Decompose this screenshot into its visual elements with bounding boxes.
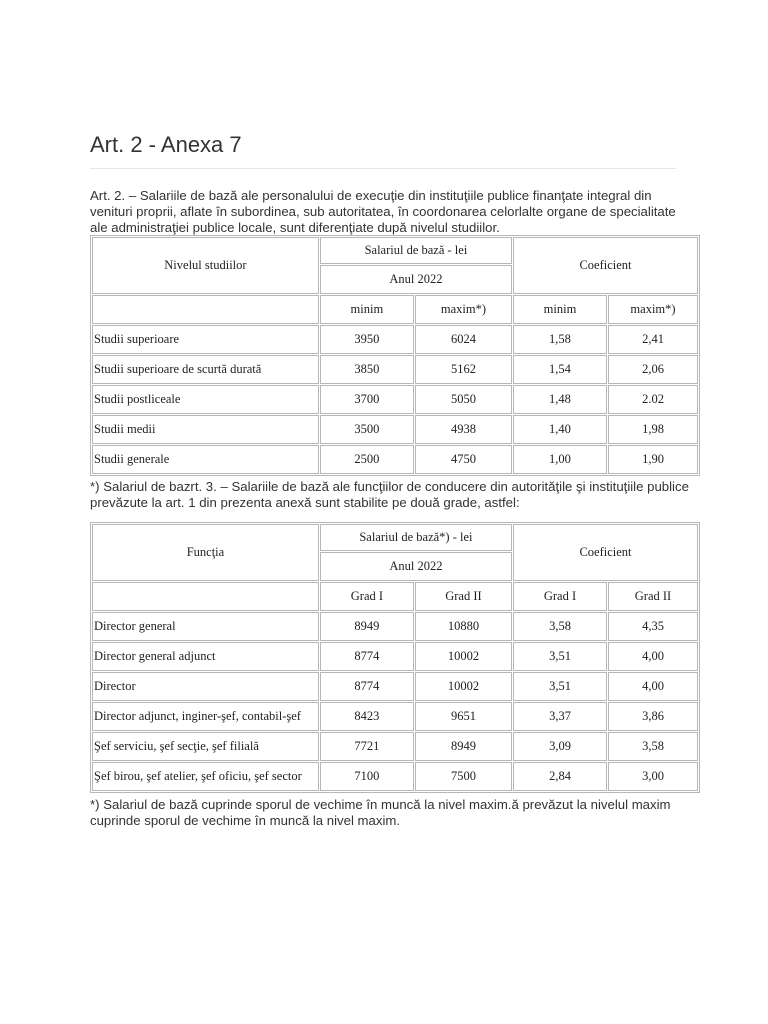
salary-table-studies (90, 235, 700, 476)
row-label: Studii generale (92, 445, 319, 474)
table-row (92, 612, 698, 641)
row-label: Director (92, 672, 319, 701)
empty-cell (92, 295, 319, 324)
cell-value: 3950 (320, 325, 414, 354)
column-header-level: Nivelul studiilor (92, 237, 319, 294)
table-row (92, 445, 698, 474)
cell-value: 5050 (415, 385, 512, 414)
row-label: Studii superioare (92, 325, 319, 354)
salary-table-management (90, 522, 700, 793)
subheader-cell: Grad I (320, 582, 414, 611)
table-row (92, 702, 698, 731)
table-row (92, 355, 698, 384)
cell-value: 4938 (415, 415, 512, 444)
row-label: Studii postliceale (92, 385, 319, 414)
cell-value: 2500 (320, 445, 414, 474)
cell-value: 10002 (415, 672, 512, 701)
cell-value: 3700 (320, 385, 414, 414)
cell-value: 8774 (320, 672, 414, 701)
row-label: Director general adjunct (92, 642, 319, 671)
subheader-cell: minim (320, 295, 414, 324)
subheader-cell: Grad II (415, 582, 512, 611)
row-label: Studii superioare de scurtă durată (92, 355, 319, 384)
cell-value: 5162 (415, 355, 512, 384)
subheader-cell: maxim*) (608, 295, 698, 324)
cell-value: 3,58 (513, 612, 607, 641)
column-header-salary: Salariul de bază - lei (320, 237, 512, 264)
row-label: Şef serviciu, şef secţie, şef filială (92, 732, 319, 761)
table-header-row (92, 524, 698, 551)
table-row (92, 672, 698, 701)
intro-paragraph: Art. 2. – Salariile de bază ale personalului de execuţie din instituţiile publice finanţate integral din venituri proprii, aflate în subordinea, sub autoritatea, în coordonarea celorlalte organe de specialitate ale administraţiei publice locale, sunt diferenţiate după nivelul studiilor. (90, 188, 676, 235)
table-header-row (92, 237, 698, 264)
subheader-cell: minim (513, 295, 607, 324)
cell-value: 1,58 (513, 325, 607, 354)
table-row (92, 325, 698, 354)
table-row (92, 642, 698, 671)
cell-value: 1,48 (513, 385, 607, 414)
row-label: Director adjunct, inginer-şef, contabil-şef (92, 702, 319, 731)
cell-value: 7100 (320, 762, 414, 791)
table-row (92, 732, 698, 761)
column-header-coefficient: Coeficient (513, 237, 698, 294)
cell-value: 7721 (320, 732, 414, 761)
table-row (92, 762, 698, 791)
cell-value: 3,51 (513, 672, 607, 701)
cell-value: 4,00 (608, 642, 698, 671)
table-row (92, 415, 698, 444)
cell-value: 3,86 (608, 702, 698, 731)
cell-value: 3,09 (513, 732, 607, 761)
cell-value: 1,54 (513, 355, 607, 384)
cell-value: 4,00 (608, 672, 698, 701)
cell-value: 9651 (415, 702, 512, 731)
column-header-year: Anul 2022 (320, 265, 512, 294)
subheader-cell: Grad II (608, 582, 698, 611)
row-label: Director general (92, 612, 319, 641)
table-subheader-row (92, 295, 698, 324)
cell-value: 7500 (415, 762, 512, 791)
footnote-paragraph: *) Salariul de bază cuprinde sporul de vechime în muncă la nivel maxim.ă prevăzut la nivelul maxim cuprinde sporul de vechime în muncă la nivel maxim. (90, 797, 671, 828)
subheader-cell: Grad I (513, 582, 607, 611)
middle-paragraph: *) Salariul de bazrt. 3. – Salariile de bază ale funcţiilor de conducere din autorităţile şi instituţiile publice prevăzute la art. 1 din prezenta anexă sunt stabilite pe două grade, astfel: (90, 479, 689, 510)
cell-value: 3850 (320, 355, 414, 384)
cell-value: 1,00 (513, 445, 607, 474)
cell-value: 8949 (320, 612, 414, 641)
empty-cell (92, 582, 319, 611)
title-divider (90, 168, 676, 169)
cell-value: 1,90 (608, 445, 698, 474)
cell-value: 8774 (320, 642, 414, 671)
cell-value: 3,37 (513, 702, 607, 731)
cell-value: 3,51 (513, 642, 607, 671)
cell-value: 10002 (415, 642, 512, 671)
column-header-function: Funcţia (92, 524, 319, 581)
cell-value: 2,41 (608, 325, 698, 354)
row-label: Studii medii (92, 415, 319, 444)
cell-value: 8423 (320, 702, 414, 731)
cell-value: 4750 (415, 445, 512, 474)
cell-value: 10880 (415, 612, 512, 641)
table-subheader-row (92, 582, 698, 611)
cell-value: 3,58 (608, 732, 698, 761)
cell-value: 2,84 (513, 762, 607, 791)
cell-value: 3500 (320, 415, 414, 444)
cell-value: 2,06 (608, 355, 698, 384)
column-header-coefficient: Coeficient (513, 524, 698, 581)
column-header-salary: Salariul de bază*) - lei (320, 524, 512, 551)
cell-value: 8949 (415, 732, 512, 761)
cell-value: 2.02 (608, 385, 698, 414)
cell-value: 4,35 (608, 612, 698, 641)
cell-value: 6024 (415, 325, 512, 354)
cell-value: 3,00 (608, 762, 698, 791)
table-row (92, 385, 698, 414)
cell-value: 1,40 (513, 415, 607, 444)
row-label: Şef birou, şef atelier, şef oficiu, şef sector (92, 762, 319, 791)
cell-value: 1,98 (608, 415, 698, 444)
page-title: Art. 2 - Anexa 7 (90, 132, 242, 157)
column-header-year: Anul 2022 (320, 552, 512, 581)
subheader-cell: maxim*) (415, 295, 512, 324)
